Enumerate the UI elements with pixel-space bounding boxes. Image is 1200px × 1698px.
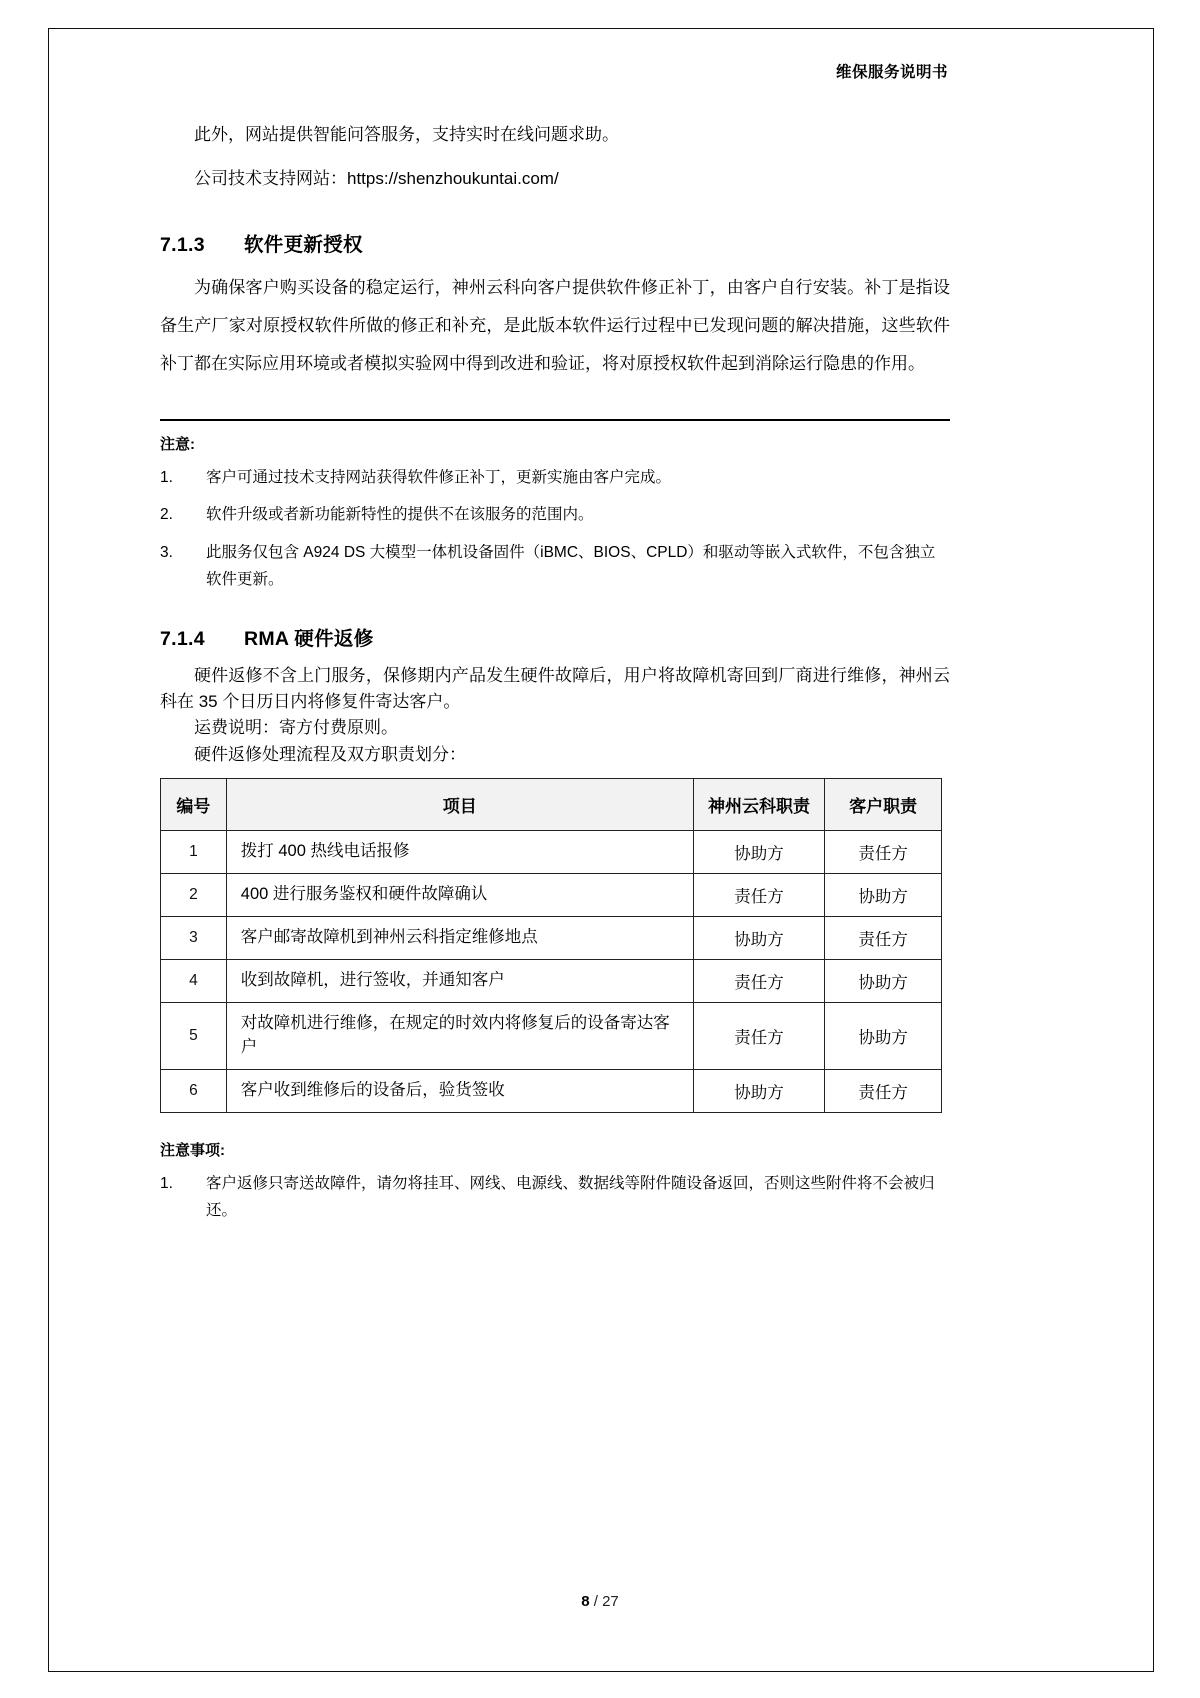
table-row (161, 831, 942, 874)
divider-above-note-1 (160, 419, 950, 421)
table-header-row (161, 779, 942, 831)
table-body (161, 831, 942, 1113)
table-row (161, 1003, 942, 1070)
document-header-title: 维保服务说明书 (835, 64, 948, 81)
table-cell-vendor: 责任方 (693, 960, 825, 1003)
support-website-label: 公司技术支持网站： (194, 169, 347, 189)
table-cell-vendor: 责任方 (693, 1003, 825, 1070)
heading-7-1-4-number: 7.1.4 (160, 627, 205, 650)
table-column-header-item: 项目 (226, 779, 693, 831)
table-cell-no: 1 (161, 831, 227, 874)
table-cell-customer: 协助方 (825, 874, 942, 917)
rma-process-table (160, 778, 942, 1113)
table-cell-vendor: 责任方 (693, 874, 825, 917)
section-7-1-4-paragraph-2: 运费说明：寄方付费原则。 (194, 718, 398, 738)
table-cell-customer: 责任方 (825, 1069, 942, 1112)
support-website-line (160, 160, 950, 198)
table-header (161, 779, 942, 831)
table-cell-no: 5 (161, 1003, 227, 1070)
table-row (161, 917, 942, 960)
table-cell-item: 拨打 400 热线电话报修 (226, 831, 693, 874)
table-cell-item: 客户收到维修后的设备后，验货签收 (226, 1069, 693, 1112)
heading-7-1-4 (160, 623, 950, 651)
table-row (161, 960, 942, 1003)
list-item-text: 软件升级或者新功能新特性的提供不在该服务的范围内。 (206, 506, 594, 524)
note-title-2: 注意事项: (160, 1141, 225, 1159)
footer-separator: / (593, 1593, 598, 1610)
table-cell-no: 3 (161, 917, 227, 960)
table-column-header-no: 编号 (161, 779, 227, 831)
list-item-text: 客户可通过技术支持网站获得软件修正补丁，更新实施由客户完成。 (206, 469, 672, 487)
table-cell-vendor: 协助方 (693, 1069, 825, 1112)
note-list-2 (160, 1170, 950, 1224)
table-cell-vendor: 协助方 (693, 917, 825, 960)
heading-7-1-4-title: RMA 硬件返修 (244, 627, 374, 650)
section-7-1-3-paragraph: 为确保客户购买设备的稳定运行，神州云科向客户提供软件修正补丁，由客户自行安装。补丁是指设备生产厂家对原授权软件所做的修正和补充，是此版本软件运行过程中已发现问题的解决措施，这些软件补丁都在实际应用环境或者模拟实验网中得到改进和验证，将对原授权软件起到消除运行隐患的作用。 (160, 277, 950, 373)
table-cell-item: 客户邮寄故障机到神州云科指定维修地点 (226, 917, 693, 960)
list-item-marker: 1. (160, 469, 173, 487)
heading-7-1-3-number: 7.1.3 (160, 233, 205, 256)
heading-7-1-3-title: 软件更新授权 (244, 233, 363, 256)
list-item-text: 此服务仅包含 A924 DS 大模型一体机设备固件（iBMC、BIOS、CPLD）和驱动等嵌入式软件，不包含独立软件更新。 (206, 543, 936, 588)
footer-page-number: 8 (581, 1593, 590, 1610)
table-cell-no: 4 (161, 960, 227, 1003)
list-item (160, 539, 950, 593)
page-content (160, 60, 950, 1234)
note-list-1 (160, 464, 950, 593)
list-item-marker: 1. (160, 1174, 173, 1192)
table-cell-no: 2 (161, 874, 227, 917)
list-item (160, 464, 950, 491)
table-row (161, 874, 942, 917)
list-item-marker: 3. (160, 543, 173, 561)
table-row (161, 1069, 942, 1112)
section-7-1-4-paragraph-3: 硬件返修处理流程及双方职责划分： (194, 744, 466, 764)
table-column-header-customer: 客户职责 (825, 779, 942, 831)
list-item (160, 1170, 950, 1224)
table-cell-customer: 责任方 (825, 917, 942, 960)
table-cell-customer: 责任方 (825, 831, 942, 874)
table-cell-item: 收到故障机，进行签收，并通知客户 (226, 960, 693, 1003)
table-column-header-vendor: 神州云科职责 (693, 779, 825, 831)
heading-7-1-3 (160, 229, 950, 257)
list-item-text: 客户返修只寄送故障件，请勿将挂耳、网线、电源线、数据线等附件随设备返回，否则这些附件将不会被归还。 (206, 1174, 935, 1220)
table-cell-customer: 协助方 (825, 960, 942, 1003)
list-item-marker: 2. (160, 506, 173, 524)
list-item (160, 501, 950, 528)
table-cell-no: 6 (161, 1069, 227, 1112)
intro-paragraph: 此外，网站提供智能问答服务，支持实时在线问题求助。 (194, 125, 619, 144)
note-title-1: 注意: (160, 436, 195, 454)
support-website-link[interactable]: https://shenzhoukuntai.com/ (347, 169, 559, 189)
page-footer (0, 1593, 1200, 1610)
section-7-1-4-paragraph-1: 硬件返修不含上门服务，保修期内产品发生硬件故障后，用户将故障机寄回到厂商进行维修，神州云科在 35 个日历日内将修复件寄达客户。 (160, 665, 950, 712)
footer-total-pages: 27 (602, 1593, 619, 1610)
table-cell-vendor: 协助方 (693, 831, 825, 874)
table-cell-item: 对故障机进行维修，在规定的时效内将修复后的设备寄达客户 (226, 1003, 693, 1070)
table-cell-item: 400 进行服务鉴权和硬件故障确认 (226, 874, 693, 917)
table-cell-customer: 协助方 (825, 1003, 942, 1070)
